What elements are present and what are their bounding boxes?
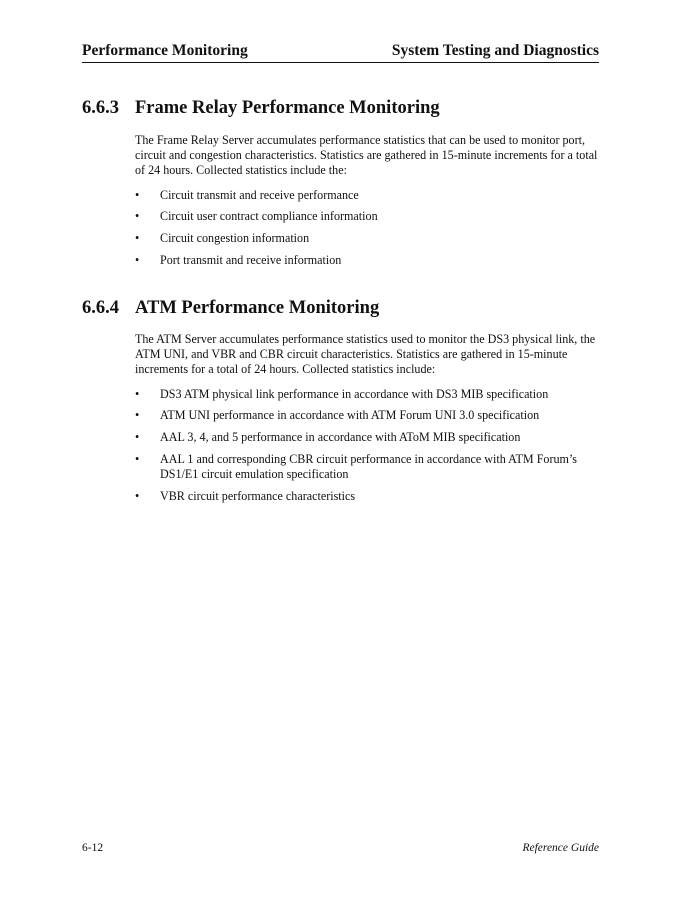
section-paragraph: The ATM Server accumulates performance statistics used to monitor the DS3 physical link, the ATM UNI, and VBR and CBR circuit characteristics. Statistics are gathered in 15-minute increments for a total of 24 hours. Collected statistics include: xyxy=(135,332,596,377)
section-number: 6.6.3 xyxy=(82,98,119,118)
list-item xyxy=(135,387,599,402)
bullet-icon: • xyxy=(135,386,140,401)
list-item xyxy=(135,408,599,423)
bullet-icon: • xyxy=(135,451,140,466)
list-item-text: Port transmit and receive information xyxy=(160,252,342,267)
list-item-text: Circuit congestion information xyxy=(160,231,310,246)
list-item xyxy=(135,253,599,268)
bullet-icon: • xyxy=(135,231,140,246)
section-title: Frame Relay Performance Monitoring xyxy=(135,98,440,118)
list-item xyxy=(135,188,599,203)
page-number: 6-12 xyxy=(82,842,104,854)
section-body xyxy=(135,133,599,268)
list-item-text: Circuit user contract compliance information xyxy=(160,209,378,224)
list-item xyxy=(135,430,599,445)
section-paragraph: The Frame Relay Server accumulates performance statistics that can be used to monitor port, circuit and congestion characteristics. Statistics are gathered in 15-minute increments for a total of 24 hours. Collected statistics include the: xyxy=(135,133,598,178)
bullet-icon: • xyxy=(135,209,140,224)
list-item xyxy=(135,489,599,504)
section-heading xyxy=(82,298,599,322)
header-chapter-title: Performance Monitoring xyxy=(82,42,248,59)
list-item-text: DS3 ATM physical link performance in accordance with DS3 MIB specification xyxy=(160,386,549,401)
list-item-text: AAL 3, 4, and 5 performance in accordance with AToM MIB specification xyxy=(160,430,521,445)
header-section-title: System Testing and Diagnostics xyxy=(391,42,599,59)
list-item-text: VBR circuit performance characteristics xyxy=(160,488,356,503)
bullet-icon: • xyxy=(135,252,140,267)
section-number: 6.6.4 xyxy=(82,298,119,318)
bullet-icon: • xyxy=(135,430,140,445)
bullet-list xyxy=(135,387,599,504)
section-6-6-4 xyxy=(82,298,599,504)
bullet-icon: • xyxy=(135,408,140,423)
list-item-text: AAL 1 and corresponding CBR circuit performance in accordance with ATM Forum’s DS1/E1 circuit emulation specification xyxy=(160,451,578,481)
page-header xyxy=(82,40,599,63)
list-item xyxy=(135,452,599,482)
page-footer xyxy=(82,842,599,858)
footer-doc-title: Reference Guide xyxy=(522,842,599,854)
list-item-text: ATM UNI performance in accordance with ATM Forum UNI 3.0 specification xyxy=(160,408,540,423)
bullet-icon: • xyxy=(135,488,140,503)
section-body xyxy=(135,332,599,504)
list-item xyxy=(135,209,599,224)
section-6-6-3 xyxy=(82,98,599,268)
section-title: ATM Performance Monitoring xyxy=(135,298,380,318)
list-item xyxy=(135,231,599,246)
bullet-list xyxy=(135,188,599,268)
list-item-text: Circuit transmit and receive performance xyxy=(160,187,359,202)
section-heading xyxy=(82,98,599,122)
bullet-icon: • xyxy=(135,187,140,202)
